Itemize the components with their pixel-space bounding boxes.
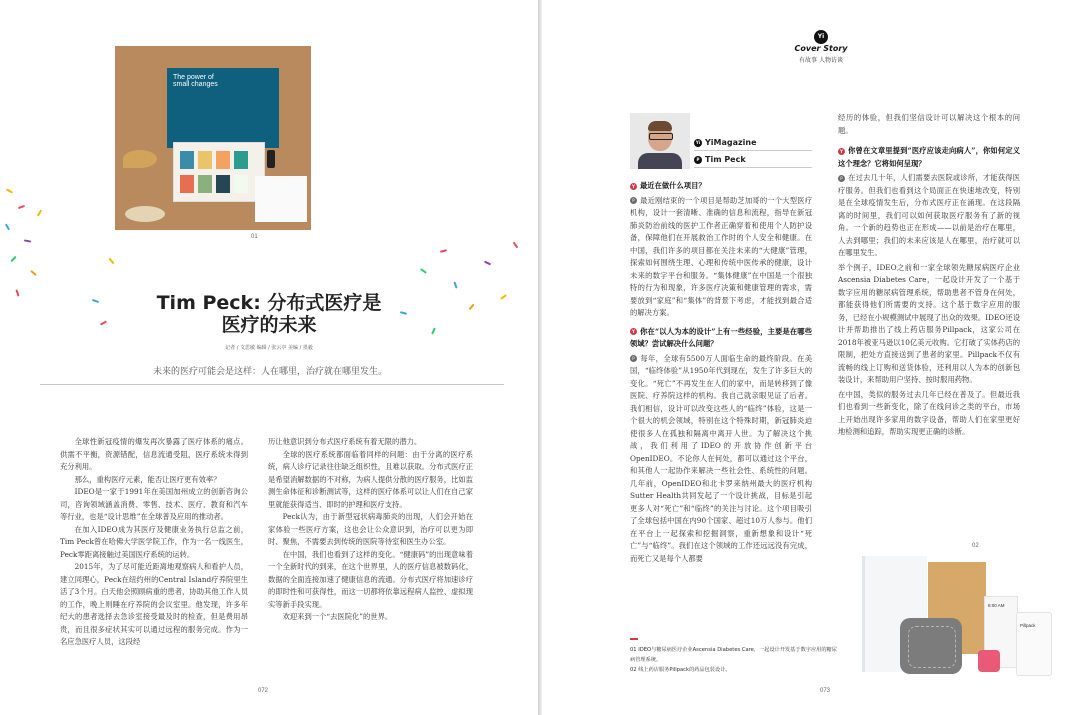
lede-divider [40,384,504,385]
answer-mark-icon: P [838,175,845,182]
packet-time-label: 8:00 AM [988,603,1005,608]
confetti [5,223,10,230]
page-number-right: 073 [820,688,831,694]
confetti [440,249,447,253]
paragraph: 全球性新冠疫情的爆发再次暴露了医疗体系的痛点。供需不平衡，资源错配，信息流通受阻，医疗系统未得到充分利用。 [60,437,248,471]
figure-label-01: 01 [251,234,258,240]
tag-magazine [694,138,757,147]
right-page [542,0,1080,715]
photo-card [167,68,279,148]
confetti [513,242,519,249]
yi-dot-icon: Yi [695,139,701,145]
article-title-line1: Tim Peck: 分布式医疗是 [156,292,382,314]
confetti [484,261,491,266]
caption-accent [630,638,638,640]
paragraph: IDEO是一家于1991年在美国加州成立的创新咨询公司，咨询领域涵盖消费、零售、技术、医疗、教育和汽车等行业，也是“设计思维”在全球普及应用的推动者。 [60,487,248,521]
shoulders [638,153,682,169]
figure-label-02: 02 [972,543,979,549]
answer-continued: 经历的体验，但我们坚信设计可以解决这个根本的问题。 [838,113,1020,135]
confetti [18,205,25,209]
left-column-1 [60,436,248,649]
question [630,180,812,193]
article-credits: 记者 / 文思敏 编辑 / 张云亭 美编 / 墨毅 [225,345,313,351]
paragraph: 全球的医疗系统都面临着同样的问题：由于分离的医疗系统，病人诊疗记录往往缺乏组织性，且难以获取。分布式医疗正是希望消解数据的不对称，为病人提供分散的医疗服务，比如监测生命体征和诊断测试等，这样的医疗体系可以让人们在自己家里就能获得适当、即时的护理和医疗支持。 [268,449,473,509]
tag-divider [694,167,812,168]
paragraph: 那么，重构医疗元素，能否让医疗更有效率？ [74,474,221,484]
caption-01: 01 IDEO与糖尿病医疗企业Ascensia Diabetes Care，一起设计开发基于数字应用的糖尿病管理系统。 [630,647,837,663]
tag-magazine-label: YiMagazine [705,138,757,147]
section-title: Cover Story [794,44,848,53]
answer-text: 最近刚结束的一个项目是帮助芝加哥的一个大型医疗机构，设计一套清晰、准确的信息和流程，指导在新冠肺炎防治前线的医护工作者正确穿着和使用个人防护设备，保障他们在开展救治工作时的个人安全和健康。在中国，我们许多的项目都在关注未来的“大健康”管理，探索如何围绕生理、心理和传统中医传承的健康，设计未来的数字平台和服务。“集体健康”在中国是一个很独特的行为和现象，许多医疗决策和健康管理的需求，需要放到“家庭”和“集体”的背景下考虑，才能找到最合适的解决方案。 [630,195,812,317]
question-text: 你曾在文章里提到“医疗应该走向病人”，你如何定义这个理念？它将如何呈现？ [838,146,1020,168]
confetti [6,188,13,193]
question-mark-icon: Y [630,328,637,335]
answer: 举个例子，IDEO之前和一家全球领先糖尿病医疗企业Ascensia Diabetes Care，一起设计开发了一个基于数字应用的糖尿病管理系统，帮助患者不管身在何处，都能获得他们所需要的支持。这个基于数字应用的服务，已经在小规模测试中展现了出众的效果。IDEO还设计并帮助推出了线上药店服务Pillpack，这家公司在2018年被亚马逊以10亿美元收购。它打破了实体药店的限制，把处方直接送到了患者的家里。Pillpack不仅有流畅的线上订购和送货体验，还利用以人为本的创新包装设计，来帮助用户坚持、按时服用药物。 [838,262,1020,384]
product-photo [115,46,311,230]
interview-column-1 [630,180,812,567]
kit-tile [180,151,194,169]
confetti [420,268,427,274]
tag-person [694,155,746,164]
article-title-line2: 医疗的未来 [221,314,317,336]
confetti [108,258,114,265]
product-dispenser [1016,612,1052,676]
kit-tile [216,151,230,169]
tag-person-label: Tim Peck [705,155,746,164]
confetti [10,256,16,262]
photo-card-line1: The power of [173,74,214,81]
left-page [0,0,538,715]
answer-text: 每年，全球有5500万人面临生命的最终阶段。在美国，“临终体验”从1950年代到现在，发生了许多巨大的变化。“死亡”不再发生在人们的家中，而是转移到了像医院、疗养院这样的机构。我自己就亲眼见证了后者。我们相信，设计可以改变这些人的“临终”体验，这是一个很大的机会领域，特别在这个特殊时期，新冠肺炎迫使很多人在孤独和隔离中离开人世。为了解决这个挑战，我们利用了IDEO的开放协作创新平台OpenIDEO。不论你人在何处，都可以通过这个平台，和其他人一起协作来解决一些社会性、系统性的问题。几年前，OpenIDEO和北卡罗来纳州最大的医疗机构Sutter Health共同发起了一个设计挑战，目标是引起更多人对“死亡”和“临终”的关注与讨论。这个项目吸引了全球包括中国在内90个国家、超过10万人参与。他们在平台上一起探索和挖掘洞察，重新想象和设计“死亡”与“临终”。我们在这个领域的工作还远远没有完成，而死亡又是每个人都要 [630,353,812,563]
interviewee-photo [630,113,690,169]
question-text: 你在“以人为本的设计”上有一些经验，主要是在哪些领域？尝试解决什么问题？ [630,326,812,348]
product-grey-case [900,618,962,674]
answer: 在中国，类似的服务过去几年已经在普及了。但最近我们也看到一些新变化，除了在线问诊之类的平台，市场上开始出现许多家用的数字设备，帮助人们在家里更好地检测和追踪，帮助实现更正确的诊断。 [838,389,1020,436]
kit-tile [234,175,248,193]
answer [630,353,812,566]
hair [648,121,672,131]
paragraph: 2015年，为了尽可能近距离地观察病人和看护人员，建立同理心，Peck在纽约州的Central Island疗养院里生活了3个月。白天他会照顾病重的患者，协助其他工作人员的工作，晚上则睡在疗养院的会议室里。他发现，许多年纪大的患者选择去急诊室接受最及时的检查，但是费用昂贵，而且很多症状其实可以通过远程的服务完成。作为一名应急医疗人员，这段经 [60,562,248,646]
caption-02: 02 线上药店服务Pillpack的药品包装设计。 [630,667,731,673]
confetti [30,270,37,276]
confetti [37,209,42,216]
article-lede: 未来的医疗可能会是这样：人在哪里，治疗就在哪里发生。 [152,367,387,377]
dispenser-brand-label: Pillpack [1020,623,1036,628]
confetti [453,281,457,288]
photo-card-line2: small changes [173,81,218,88]
answer [630,195,812,320]
answer-mark-icon: P [630,355,637,362]
case-zipper [908,626,956,668]
kit-box [173,142,265,202]
question-text: 最近在做什么项目？ [640,181,706,190]
interview-column-2 [838,112,1020,441]
question [630,326,812,351]
left-column-2 [268,436,473,624]
plate-decoration [125,206,165,222]
kit-tile [198,175,212,193]
paragraph: 在中国，我们也看到了这样的变化。“健康码”的出现意味着一个全新时代的到来，在这个世界里，人的医疗信息被数码化，数据的全面连接加速了健康信息的流通。分布式医疗将加速诊疗的即时性和可获得性，而这一切都将依靠远程病人监控、虚拟现实等新手段实现。 [268,549,473,609]
page-number-left: 072 [258,688,269,694]
paragraph: Peck认为，由于新型冠状病毒肺炎的出现，人们会开始在家体验一些医疗方案，这也会让公众意识到，治疗可以更为即时、聚焦，不需要去到传统的医院等待室和医生办公室。 [268,512,473,546]
leaf-decoration [123,150,157,168]
section-subtitle: 有故事 人物访谈 [799,57,843,64]
glasses [649,133,673,140]
photo-captions [630,645,840,675]
kit-tile [216,175,230,193]
question-mark-icon: Y [838,148,845,155]
person-dot-icon: P [694,156,702,164]
question [838,145,1020,170]
kit-tile [180,175,194,193]
paragraph: 在加入IDEO成为其医疗及健康业务执行总监之前，Tim Peck曾在哈佛大学医学院工作，作为一名一线医生，Peck零距离接触过美国医疗系统的运转。 [60,524,248,559]
answer [838,172,1020,260]
paragraph: 历让他意识到分布式医疗系统有着无限的潜力。 [268,437,422,446]
confetti [24,239,31,242]
paragraph: 欢迎来到一个“去医院化”的世界。 [282,612,393,621]
yi-logo-icon: Yi [814,30,828,44]
kit-tile [234,151,248,169]
kit-tile [198,151,212,169]
question-mark-icon: Y [630,183,637,190]
tag-divider [694,150,812,151]
info-cards [255,176,307,222]
answer-mark-icon: P [630,197,637,204]
product-inhaler [978,650,1000,672]
answer-text: 在过去几十年，人们需要去医院或诊所，才能获得医疗服务。但我们也看到这个局面正在快速地改变，特别是在全球疫情发生后，分布式医疗正在涌现。在这段隔离的时间里，我们可以如何获取医疗服务有了新的视角。一个新的趋势也正在形成——以前是治疗在哪里，人去到哪里；我们的未来应该是人在哪里，治疗就可以在哪里发生。 [838,173,1020,257]
smartphone [267,150,275,168]
